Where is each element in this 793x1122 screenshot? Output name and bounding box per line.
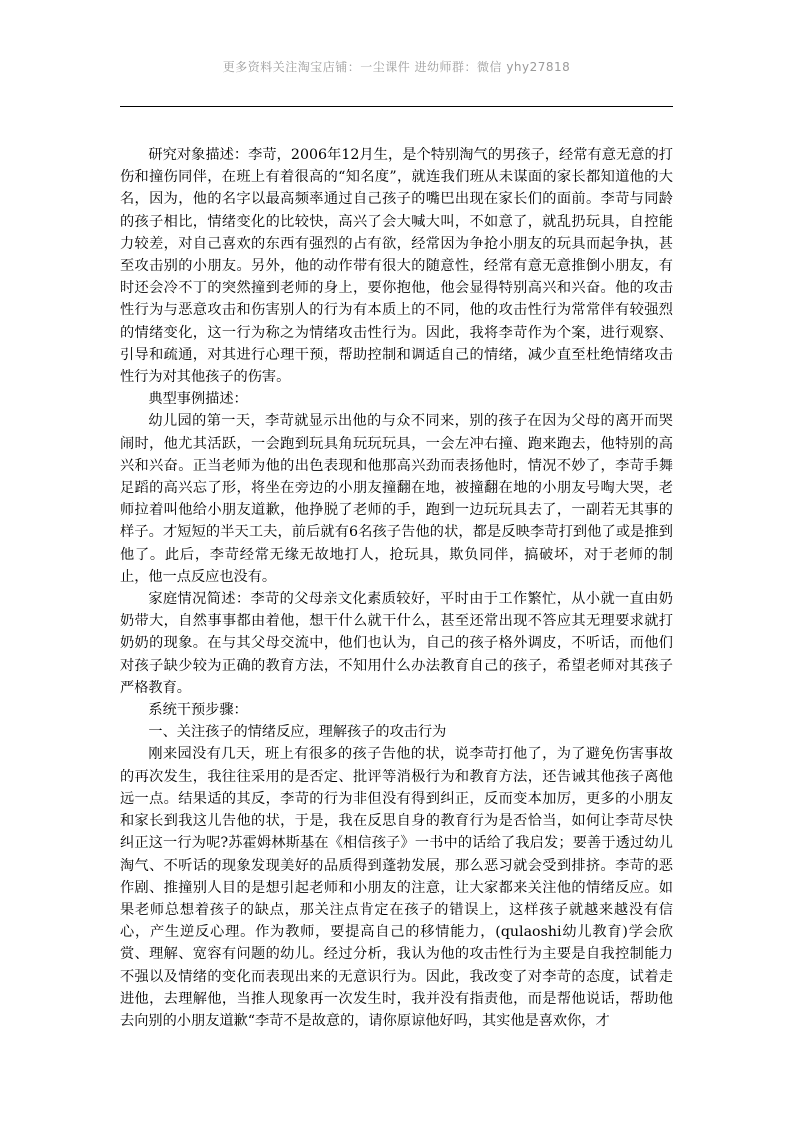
paragraph-typical-case-heading: 典型事例描述： (148, 391, 248, 408)
paragraph-typical-case: 幼儿园的第一天，李苛就显示出他的与众不同来，别的孩子在因为父母的离开而哭闹时，他尤其活跃，一会跑到玩具角玩玩玩具，一会左冲右撞、跑来跑去，他特别的高兴和兴奋。正当老师为他的出色表现和他那高兴劲而表扬他时，情况不妙了，李苛手舞足蹈的高兴忘了形，将坐在旁边的小朋友撞翻在地，被撞翻在地的小朋友号啕大哭，老师拉着叫他给小朋友道歉，他挣脱了老师的手，跑到一边玩玩具去了，一副若无其事的样子。才短短的半天工夫，前后就有6名孩子告他的状，都是反映李苛打到他了或是推到他了。此后，李苛经常无缘无故地打人，抢玩具，欺负同伴，搞破坏，对于老师的制止，他一点反应也没有。 (120, 413, 673, 585)
paragraph-subject-description: 研究对象描述：李苛，2006年12月生，是个特别淘气的男孩子，经常有意无意的打伤和撞伤同伴，在班上有着很高的“知名度”，就连我们班从未谋面的家长都知道他的大名，因为，他的名字以最高频率通过自己孩子的嘴巴出现在家长们的面前。李苛与同龄的孩子相比，情绪变化的比较快，高兴了会大喊大叫，不如意了，就乱扔玩具，自控能力较差，对自己喜欢的东西有强烈的占有欲，经常因为争抢小朋友的玩具而起争执，甚至攻击别的小朋友。另外，他的动作带有很大的随意性，经常有意无意推倒小朋友，有时还会冷不丁的突然撞到老师的身上，要你抱他，他会显得特别高兴和兴奋。他的攻击性行为与恶意攻击和伤害别人的行为有本质上的不同，他的攻击性行为常常伴有较强烈的情绪变化，这一行为称之为情绪攻击性行为。因此，我将李苛作为个案，进行观察、引导和疏通，对其进行心理干预，帮助控制和调适自己的情绪，减少直至杜绝情绪攻击性行为对其他孩子的伤害。 (120, 147, 673, 386)
paragraph-intervention-heading: 系统干预步骤： (148, 702, 248, 719)
document-body (120, 144, 673, 1032)
page-header: 更多资料关注淘宝店铺：一尘课件 进幼师群：微信 yhy27818 (222, 60, 571, 74)
header-divider (120, 106, 673, 107)
paragraph-family-situation: 家庭情况简述：李苛的父母亲文化素质较好，平时由于工作繁忙，从小就一直由奶奶带大，自然事事都由着他，想干什么就干什么，甚至还常出现不答应其无理要求就打奶奶的现象。在与其父母交流中，他们也认为，自己的孩子格外调皮，不听话，而他们对孩子缺少较为正确的教育方法，不知用什么办法教育自己的孩子，希望老师对其孩子严格教育。 (120, 591, 673, 696)
paragraph-section-one-body: 刚来园没有几天，班上有很多的孩子告他的状，说李苛打他了，为了避免伤害事故的再次发生，我往往采用的是否定、批评等消极行为和教育方法，还告诫其他孩子离他远一点。结果适的其反，李苛的行为非但没有得到纠正，反而变本加厉，更多的小朋友和家长到我这儿告他的状，于是，我在反思自身的教育行为是否恰当，如何让李苛尽快纠正这一行为呢?苏霍姆林斯基在《相信孩子》一书中的话给了我启发；要善于透过幼儿淘气、不听话的现象发现美好的品质得到蓬勃发展，那么恶习就会受到排挤。李苛的恶作剧、推撞别人目的是想引起老师和小朋友的注意，让大家都来关注他的情绪反应。如果老师总想着孩子的缺点，那关注点肯定在孩子的错误上，这样孩子就越来越没有信心，产生逆反心理。作为教师，要提高自己的移情能力，(qulaoshi幼儿教育)学会欣赏、理解、宽容有问题的幼儿。经过分析，我认为他的攻击性行为主要是自我控制能力不强以及情绪的变化而表现出来的无意识行为。因此，我改变了对李苛的态度，试着走进他，去理解他，当推人现象再一次发生时，我并没有指责他，而是帮他说话，帮助他去向别的小朋友道歉“李苛不是故意的，请你原谅他好吗，其实他是喜欢你，才 (120, 746, 673, 1029)
paragraph-section-one-heading: 一、关注孩子的情绪反应，理解孩子的攻击行为 (148, 724, 447, 741)
